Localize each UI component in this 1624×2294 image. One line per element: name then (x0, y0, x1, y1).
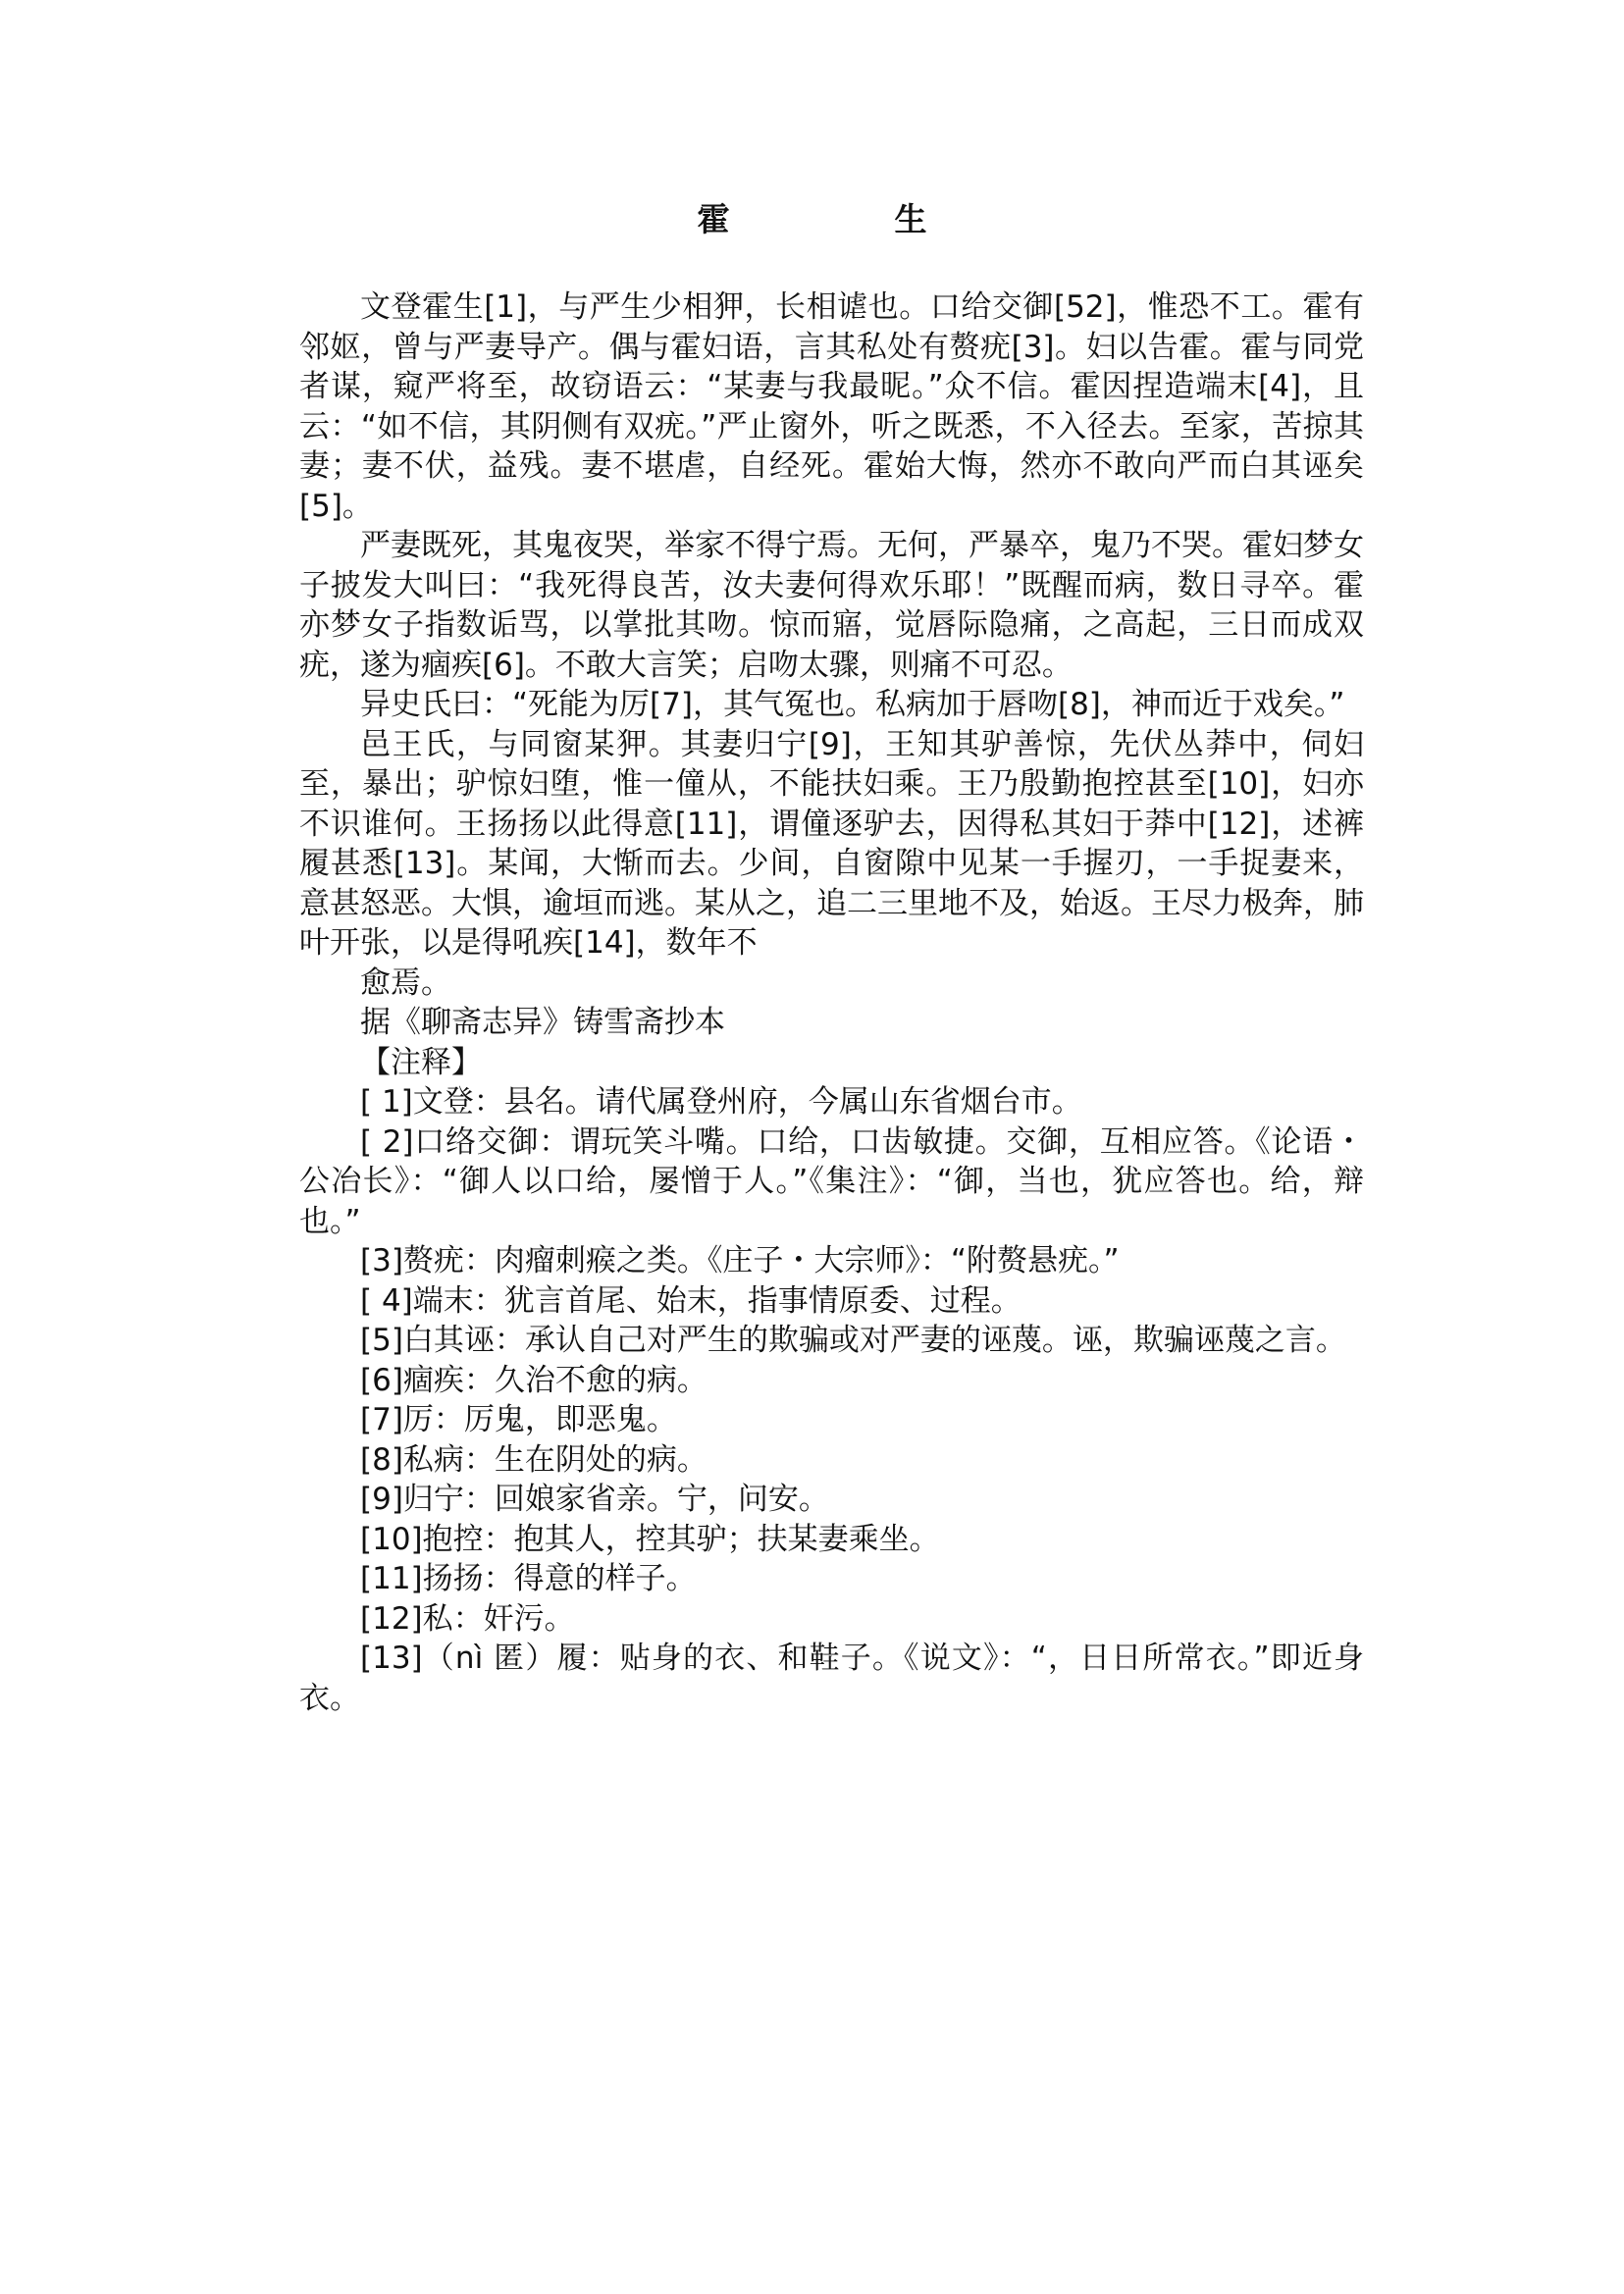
note-item: [10]抱控：抱其人，控其驴；扶某妻乘坐。 (360, 1521, 940, 1557)
title-char-1: 霍 (697, 200, 730, 238)
note-item: [12]私：奸污。 (360, 1600, 575, 1637)
notes-heading: 【注释】 (360, 1044, 482, 1080)
title-char-2: 生 (894, 200, 927, 238)
note-item: [ 4]端末：犹言首尾、始末，指事情原委、过程。 (360, 1282, 1022, 1319)
note-item: [7]厉：厉鬼，即恶鬼。 (360, 1402, 677, 1437)
note-item: [9]归宁：回娘家省亲。宁，问安。 (360, 1482, 829, 1517)
document-body (299, 287, 1364, 1718)
paragraph-2: 严妻既死，其鬼夜哭，举家不得宁焉。无何，严暴卒，鬼乃不哭。霍妇梦女子披发大叫曰：“我死得良苦，汝夫妻何得欢乐耶！”既醒而病，数日寻卒。霍亦梦女子指数诟骂，以掌批其吻。惊而寤，觉唇际隐痛，之高起，三日而成双疣，遂为痼疾[6]。不敢大言笑；启吻太骤，则痛不可忍。 (299, 528, 1364, 683)
source-line: 据《聊斋志异》铸雪斋抄本 (360, 1005, 725, 1040)
note-item: [5]白其诬：承认自己对严生的欺骗或对严妻的诬蔑。诬，欺骗诬蔑之言。 (360, 1323, 1346, 1358)
page-title (0, 196, 1624, 243)
note-item: [11]扬扬：得意的样子。 (360, 1561, 697, 1596)
note-item: [ 1]文登：县名。请代属登州府，今属山东省烟台市。 (360, 1084, 1082, 1120)
paragraph-4: 邑王氏，与同窗某狎。其妻归宁[9]，王知其驴善惊，先伏丛莽中，伺妇至，暴出；驴惊妇堕，惟一僮从，不能扶妇乘。王乃殷勤抱控甚至[10]，妇亦不识谁何。王扬扬以此得意[11]，谓僮逐驴去，因得私其妇于莽中[12]，述裤履甚悉[13]。某闻，大惭而去。少间，自窗隙中见某一手握刃，一手捉妻来，意甚怒恶。大惧，逾垣而逃。某从之，追二三里地不及，始返。王尽力极奔，肺叶开张，以是得吼疾[14]，数年不 (299, 726, 1364, 961)
note-item: [6]痼疾：久治不愈的病。 (360, 1362, 707, 1398)
note-item: [13]（nì 匿）履：贴身的衣、和鞋子。《说文》：“，日日所常衣。”即近身衣。 (299, 1641, 1364, 1716)
paragraph-3: 异史氏曰：“死能为厉[7]，其气冤也。私病加于唇吻[8]，神而近于戏矣。” (360, 687, 1345, 722)
note-item: [8]私病：生在阴处的病。 (360, 1441, 707, 1478)
paragraph-4-end: 愈焉。 (360, 965, 451, 1001)
note-item: [ 2]口络交御：谓玩笑斗嘴。口给，口齿敏捷。交御，互相应答。《论语・公冶长》：“御人以口给，屡憎于人。”《集注》：“御，当也，犹应答也。给，辩也。” (299, 1123, 1364, 1239)
paragraph-1: 文登霍生[1]，与严生少相狎，长相谑也。口给交御[52]，惟恐不工。霍有邻妪，曾与严妻导产。偶与霍妇语，言其私处有赘疣[3]。妇以告霍。霍与同党者谋，窥严将至，故窃语云：“某妻与我最昵。”众不信。霍因捏造端末[4]，且云：“如不信，其阴侧有双疣。”严止窗外，听之既悉，不入径去。至家，苦掠其妻；妻不伏，益残。妻不堪虐，自经死。霍始大悔，然亦不敢向严而白其诬矣[5]。 (299, 289, 1364, 524)
note-item: [3]赘疣：肉瘤刺瘊之类。《庄子・大宗师》：“附赘悬疣。” (360, 1243, 1120, 1278)
